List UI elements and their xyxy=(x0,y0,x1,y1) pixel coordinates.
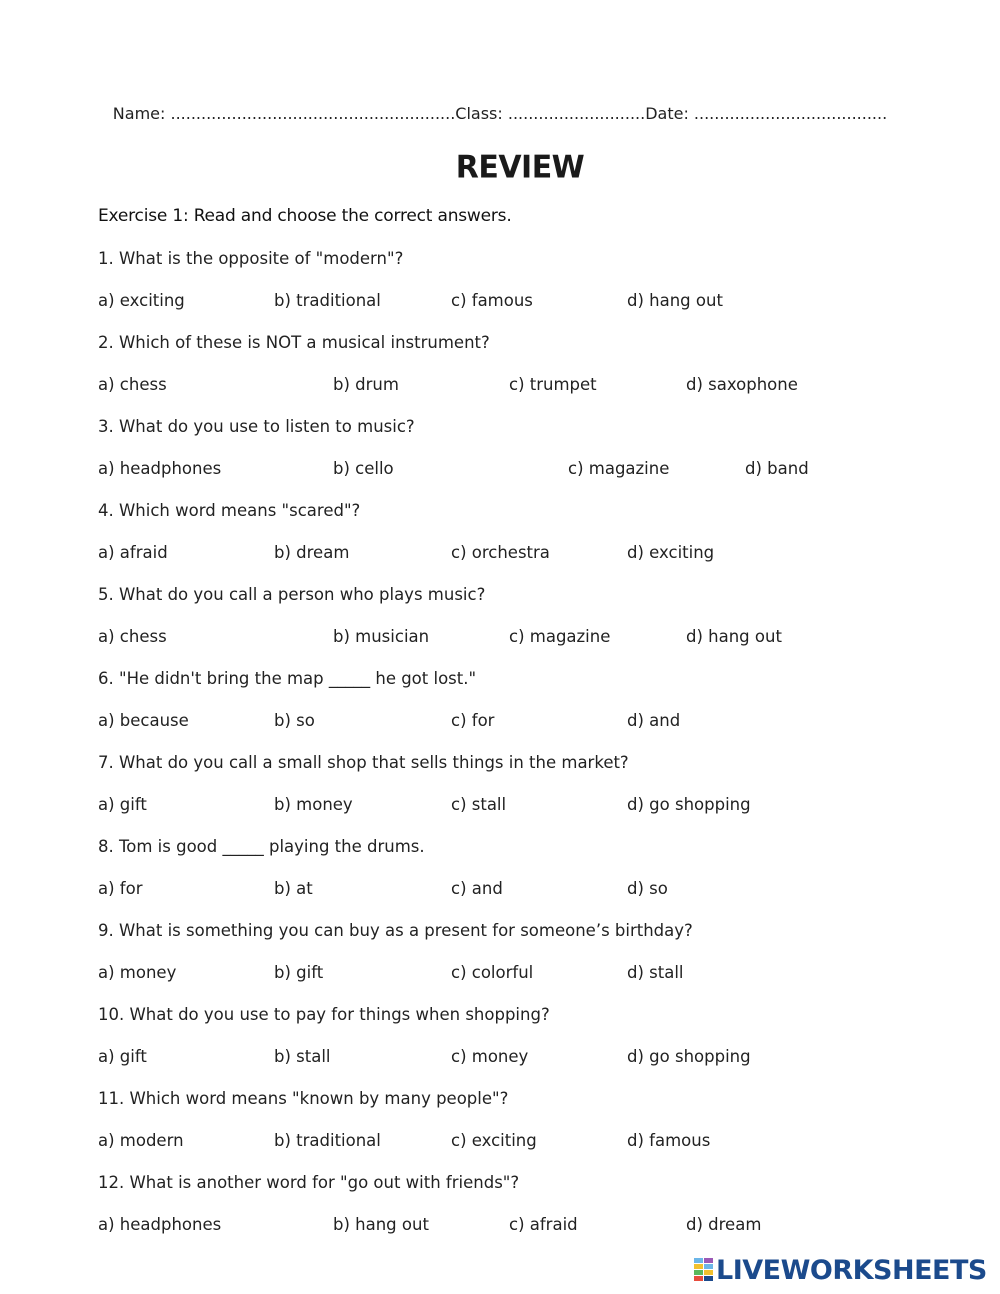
answer-option[interactable]: d) go shopping xyxy=(627,1047,751,1066)
answer-option[interactable]: b) cello xyxy=(333,459,394,478)
answer-option[interactable]: a) modern xyxy=(98,1131,184,1150)
answer-option[interactable]: a) chess xyxy=(98,375,167,394)
date-label: Date: xyxy=(645,104,694,123)
answer-option[interactable]: a) headphones xyxy=(98,1215,222,1234)
answer-option[interactable]: a) exciting xyxy=(98,291,185,310)
answer-option[interactable]: a) chess xyxy=(98,627,167,646)
answer-option[interactable]: b) hang out xyxy=(333,1215,429,1234)
answer-option[interactable]: a) because xyxy=(98,711,189,730)
exercise-instruction: Exercise 1: Read and choose the correct answers. xyxy=(98,206,512,226)
question-text: 12. What is another word for "go out with friends"? xyxy=(98,1173,520,1192)
answer-option[interactable]: a) afraid xyxy=(98,543,168,562)
question-text: 6. "He didn't bring the map _____ he got lost." xyxy=(98,669,477,688)
answer-option[interactable]: a) gift xyxy=(98,1047,147,1066)
answer-option[interactable]: c) trumpet xyxy=(509,375,597,394)
answer-option[interactable]: c) afraid xyxy=(509,1215,578,1234)
question-text: 7. What do you call a small shop that sells things in the market? xyxy=(98,753,629,772)
answer-option[interactable]: c) for xyxy=(451,711,495,730)
liveworksheets-logo-icon xyxy=(694,1258,714,1282)
question-text: 2. Which of these is NOT a musical instrument? xyxy=(98,333,490,352)
question-text: 8. Tom is good _____ playing the drums. xyxy=(98,837,425,856)
question-text: 3. What do you use to listen to music? xyxy=(98,417,415,436)
question-text: 4. Which word means "scared"? xyxy=(98,501,361,520)
answer-option[interactable]: b) gift xyxy=(274,963,324,982)
answer-option[interactable]: c) exciting xyxy=(451,1131,537,1150)
answer-option[interactable]: b) at xyxy=(274,879,313,898)
date-blank[interactable]: ...................................... xyxy=(693,104,888,123)
answer-option[interactable]: a) for xyxy=(98,879,143,898)
liveworksheets-logo xyxy=(694,1255,987,1285)
question-text: 1. What is the opposite of "modern"? xyxy=(98,249,404,268)
answer-option[interactable]: d) stall xyxy=(627,963,684,982)
answer-option[interactable]: c) colorful xyxy=(451,963,534,982)
answer-option[interactable]: b) drum xyxy=(333,375,399,394)
answer-option[interactable]: d) exciting xyxy=(627,543,715,562)
answer-option[interactable]: c) money xyxy=(451,1047,529,1066)
question-text: 5. What do you call a person who plays music? xyxy=(98,585,486,604)
answer-option[interactable]: b) traditional xyxy=(274,1131,381,1150)
answer-option[interactable]: a) headphones xyxy=(98,459,222,478)
answer-option[interactable]: b) money xyxy=(274,795,353,814)
name-label: Name: xyxy=(112,104,171,123)
answer-option[interactable]: b) musician xyxy=(333,627,430,646)
answer-option[interactable]: d) band xyxy=(745,459,809,478)
class-label: Class: xyxy=(455,104,508,123)
page-title: REVIEW xyxy=(455,149,585,186)
answer-option[interactable]: c) stall xyxy=(451,795,507,814)
answer-option[interactable]: c) magazine xyxy=(509,627,611,646)
answer-option[interactable]: d) hang out xyxy=(686,627,782,646)
answer-option[interactable]: c) famous xyxy=(451,291,533,310)
answer-option[interactable]: d) so xyxy=(627,879,668,898)
answer-option[interactable]: d) saxophone xyxy=(686,375,798,394)
class-blank[interactable]: ........................... xyxy=(507,104,646,123)
answer-option[interactable]: b) so xyxy=(274,711,315,730)
answer-option[interactable]: b) stall xyxy=(274,1047,331,1066)
question-text: 11. Which word means "known by many people"? xyxy=(98,1089,509,1108)
question-text: 10. What do you use to pay for things when shopping? xyxy=(98,1005,550,1024)
answer-option[interactable]: d) hang out xyxy=(627,291,723,310)
answer-option[interactable]: b) traditional xyxy=(274,291,381,310)
answer-option[interactable]: d) famous xyxy=(627,1131,711,1150)
answer-option[interactable]: c) and xyxy=(451,879,503,898)
answer-option[interactable]: b) dream xyxy=(274,543,350,562)
question-text: 9. What is something you can buy as a present for someone’s birthday? xyxy=(98,921,693,940)
answer-option[interactable]: d) and xyxy=(627,711,681,730)
liveworksheets-logo-text: LIVEWORKSHEETS xyxy=(716,1254,987,1286)
answer-option[interactable]: d) dream xyxy=(686,1215,762,1234)
answer-option[interactable]: a) money xyxy=(98,963,177,982)
answer-option[interactable]: c) magazine xyxy=(568,459,670,478)
answer-option[interactable]: d) go shopping xyxy=(627,795,751,814)
answer-option[interactable]: c) orchestra xyxy=(451,543,550,562)
answer-option[interactable]: a) gift xyxy=(98,795,147,814)
student-info-line xyxy=(0,104,1000,123)
name-blank[interactable]: ........................................................ xyxy=(170,104,456,123)
